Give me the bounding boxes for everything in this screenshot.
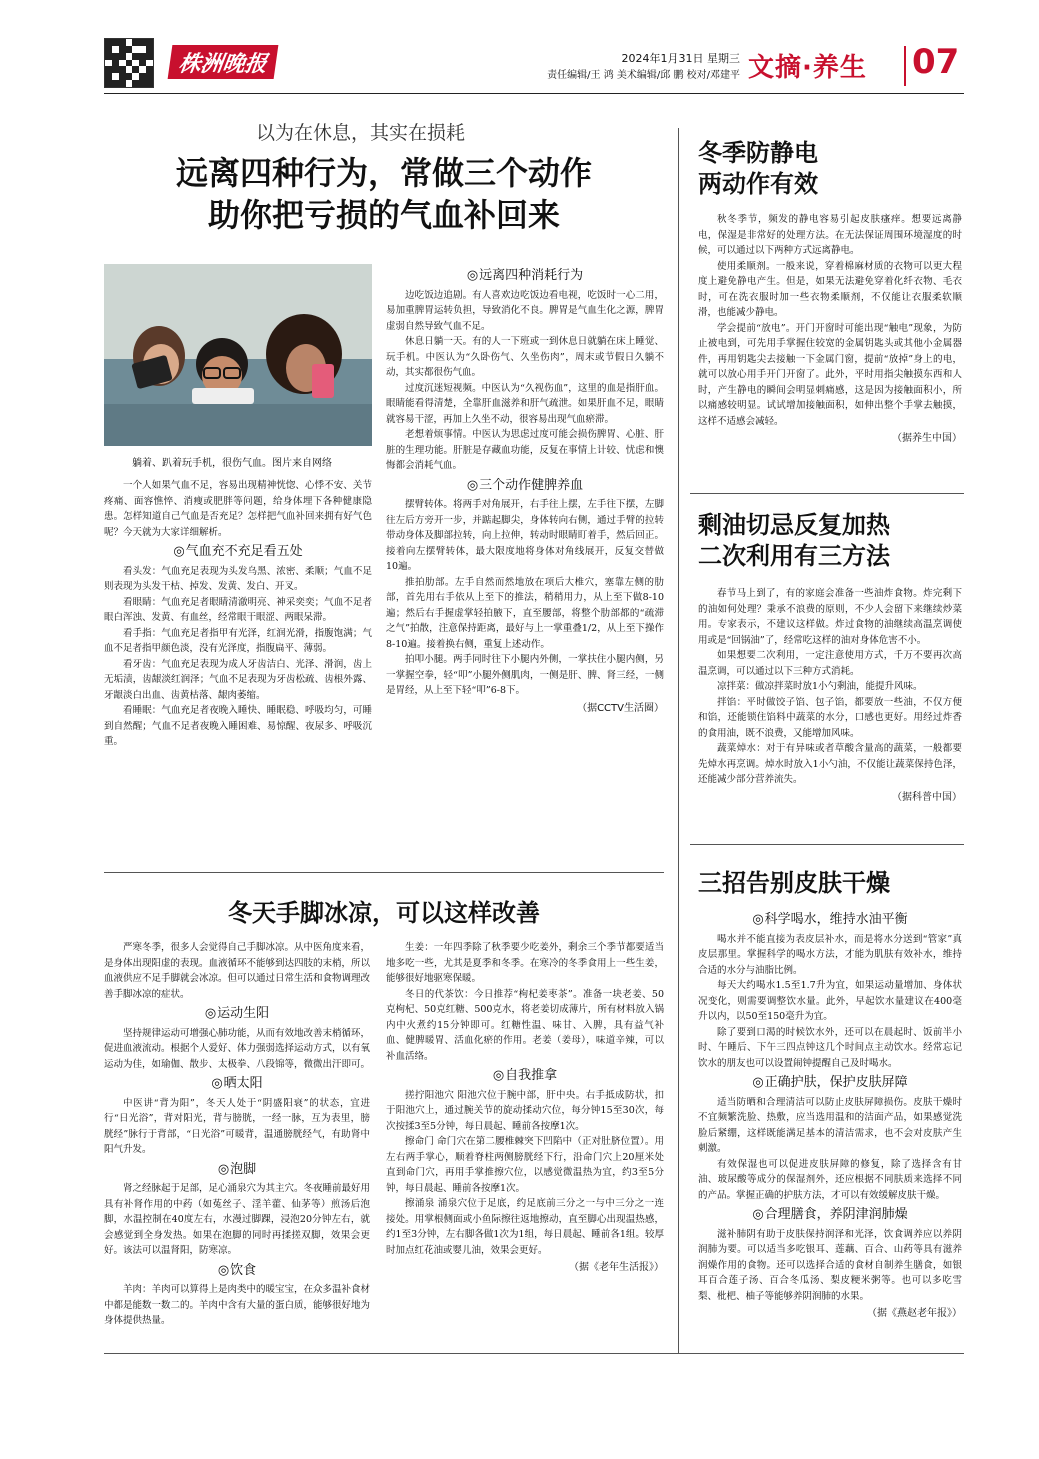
article-source: （据《燕赵老年报》） (867, 1308, 962, 1319)
paragraph: 使用柔顺剂。一般来说，穿着棉麻材质的衣物可以更大程度上避免静电产生。但是，如果无法避免穿着化纤衣物、毛衣时，可在洗衣服时加一些衣物柔顺剂，不仅能让衣服柔软顺滑，也能减少静电。 (698, 260, 962, 318)
newspaper-logo: 株洲晚报 (168, 45, 279, 79)
article-source: （据《老年生活报》） (569, 1262, 664, 1273)
section-heading: ◎ 气血充不充足看五处 (104, 544, 372, 560)
paragraph: 凉拌菜：做凉拌菜时放1小勺剩油，能提升风味。 (717, 681, 923, 692)
main-article-left-column (104, 478, 372, 750)
paragraph: 擦涌泉 涌泉穴位于足底，约足底前三分之一与中三分之一连接处。用掌根侧面或小鱼际擦往返地擦动，直至脚心出现温热感，约1至3分钟，左右脚各做1次为1组，每日晨起、睡前各1组。较厚时加点红花油或婴儿油，效果会更好。 (386, 1198, 664, 1256)
editorial-staff: 责任编辑/王 鸿 美术编辑/邱 鹏 校对/邓建平 (547, 70, 740, 81)
paragraph: 摆臂转体。将两手对角展开，右手往上摆，左手往下摆，左脚往左后方旁开一步，并踮起脚尖，身体转向右侧，通过手臂的拉转带动身体及脚部拉转，向上拉伸，转动时眼睛盯着手，然后回正。接着向左摆臂转体，最大限度地将身体对角线展开，反复交替做10遍。 (386, 499, 664, 572)
article-photo (104, 264, 372, 446)
section-heading: ◎ 远离四种消耗行为 (386, 268, 664, 284)
issue-date: 2024年1月31日 星期三 (621, 52, 740, 65)
main-article-right-column (386, 264, 664, 716)
paragraph: 看眼睛：气血充足者眼睛清澈明亮、神采奕奕；气血不足者眼白浑浊、发黄、有血丝，经常眼干眼涩、两眼呆滞。 (104, 596, 372, 623)
paragraph: 羊肉：羊肉可以算得上是肉类中的暖宝宝，在众多温补食材中都是能数一数二的。羊肉中含有大量的蛋白质，能够很好地为身体提供热量。 (104, 1284, 371, 1326)
main-intro: 一个人如果气血不足，容易出现精神恍惚、心悸不安、关节疼痛、面容憔悴、消瘦或肥胖等问题，给身体埋下各种健康隐患。怎样知道自己气血是否充足？怎样把气血补回来拥有好气色呢？今天就为大家详细解析。 (104, 480, 372, 538)
rule-above-oil-article (690, 493, 964, 494)
section-heading: ◎ 运动生阳 (104, 1006, 370, 1022)
section-name: 文摘·养生 (748, 53, 867, 83)
paragraph: 适当防晒和合理清洁可以防止皮肤屏障损伤。皮肤干燥时不宜频繁洗脸、热敷，应当选用温和的洁面产品，如果感觉洗脸后紧绷，这样既能满足基本的清洁需求，也不会对皮肤产生刺激。 (698, 1096, 962, 1154)
paragraph: 擦命门 命门穴在第二腰椎棘突下凹陷中（正对肚脐位置）。用左右两手掌心，顺着脊柱两侧膀胱经下行，沿命门穴上20厘米处直到命门穴，再用手掌推擦穴位，以感觉微温热为宜，约3至5分钟，每日晨起、睡前各按摩1次。 (386, 1136, 664, 1194)
column-rule-right (678, 128, 679, 1353)
cold-article-right-column (386, 940, 664, 1276)
static-headline: 冬季防静电 两动作有效 (698, 139, 818, 198)
paragraph: 看牙齿：气血充足表现为成人牙齿洁白、光泽、滑润，齿上无垢渍，齿龈淡红润泽；气血不足表现为牙齿松疏、齿根外露、牙龈淡白出血、齿黄枯落、龈肉萎缩。 (104, 658, 372, 701)
section-heading: ◎ 正确护肤，保护皮肤屏障 (698, 1075, 962, 1091)
article-source: （据养生中国） (892, 433, 962, 444)
cold-article-left-column (104, 940, 370, 1329)
paragraph: 过度沉迷短视频。中医认为“久视伤血”，这里的血是指肝血。眼睛能看得清楚，全靠肝血滋养和肝气疏泄。如果肝血不足，眼睛就容易干涩，再加上久坐不动，很容易出现气血瘀滞。 (386, 382, 664, 425)
qr-code (104, 38, 154, 88)
section-heading: ◎ 泡脚 (104, 1162, 370, 1178)
header-divider (904, 46, 906, 86)
paragraph: 拍叩小腿。两手同时往下小腿内外侧，一掌扶住小腿内侧，另一掌握空拳，轻“叩”小腿外侧肌肉，一侧是肝、脾、肾三经，一侧是胃经，从上至下轻“叩”6-8下。 (386, 654, 664, 696)
oil-headline: 剩油切忌反复加热 二次利用有三方法 (698, 511, 890, 570)
paragraph: 搓拧阳池穴 阳池穴位于腕中部，肝中央。右手抵成防状，扣于阳池穴上，通过腕关节的旋动揉动穴位，每分钟15至30次，每次按揉3至5分钟，每日晨起、睡前各按摩1次。 (386, 1089, 664, 1132)
rule-above-skin-article (690, 844, 964, 845)
paragraph: 有效保湿也可以促进皮肤屏障的修复，除了选择含有甘油、玻尿酸等成分的保湿剂外，还应根据不同肤质来选择不同的产品。掌握正确的护肤方法，才可以有效缓解皮肤干燥。 (698, 1158, 962, 1201)
paragraph: 拌馅：平时做饺子馅、包子馅，都要放一些油，不仅方便和馅，还能锁住馅料中蔬菜的水分，口感也更好。用经过炸香的食用油，既不浪费，又能增加风味。 (698, 696, 962, 739)
paragraph: 滋补肺阴有助于皮肤保持润泽和光泽，饮食调养应以养阴润肺为要。可以适当多吃银耳、莲藕、百合、山药等具有滋养润燥作用的食物。还可以选择合适的食材自制养生膳食，如银耳百合莲子汤、百合冬瓜汤、梨皮粳米粥等。也可以多吃雪梨、枇杷、柚子等能够养阴润肺的水果。 (698, 1228, 962, 1302)
paragraph: 边吃饭边追剧。有人喜欢边吃饭边看电视，吃饭时一心二用，易加重脾胃运转负担，导致消化不良。脾胃是气血生化之源，脾胃虚弱自然导致气血不足。 (386, 289, 664, 332)
section-heading: ◎ 自我推拿 (386, 1068, 664, 1084)
main-subhead: 以为在休息，其实在损耗 (256, 122, 466, 144)
cold-headline: 冬天手脚冰凉，可以这样改善 (228, 899, 540, 927)
paragraph: 坚持规律运动可增强心肺功能，从而有效地改善末梢循环，促进血液流动。根据个人爱好、体力强弱选择运动方式，以有氧运动为佳，如瑜伽、散步、太极拳、八段锦等，微微出汗即可。 (104, 1027, 371, 1070)
paragraph: 看手指：气血充足者指甲有光泽，红润光滑，指腹饱满；气血不足者指甲颜色淡，没有光泽度，指腹扁平、薄弱。 (104, 627, 372, 654)
section-heading: ◎ 晒太阳 (104, 1076, 370, 1092)
paragraph: 冬日的代茶饮：今日推荐“枸杞姜枣茶”。准备一块老姜、50克枸杞、50克红糖、500克水，将老姜切成薄片，所有材料放入锅内中火煮约15分钟即可。红糖性温、味甘、入脾，具有益气补血、健脾暖胃、活血化瘀的作用。老姜（姜母），味道辛辣，可以补血活络。 (386, 988, 664, 1062)
skin-headline: 三招告别皮肤干燥 (698, 869, 890, 897)
paragraph: 休息日躺一天。有的人一下班或一到休息日就躺在床上睡觉、玩手机。中医认为“久卧伤气、久坐伤肉”，周末或节假日久躺不动，其实都很伤气血。 (386, 336, 664, 378)
paragraph: 推拍肋部。左手自然而然地放在项后大椎穴，塞靠左侧的肋部，首先用右手依从上至下的推法，稍稍用力，从上至下做8-10遍；然后右手握虚掌轻拍腋下，直至腰部，将整个肋部都的“疏滞之气”拍散，注意保持距离，最好与上一掌重叠1/2，从上至下操作8-10遍。接着换右侧，重复上述动作。 (386, 576, 664, 650)
paragraph: 喝水并不能直接为表皮层补水，而是将水分送到“管家”真皮层那里。掌握科学的喝水方法，才能为肌肤有效补水，维持合适的水分与油脂比例。 (698, 933, 962, 976)
paragraph: 秋冬季节，频发的静电容易引起皮肤瘙痒。想要远离静电，保湿是非常好的处理方法。在无法保证周围环境湿度的时候，可以通过以下两种方式远离静电。 (698, 214, 962, 256)
paragraph: 学会提前“放电”。开门开窗时可能出现“触电”现象，为防止被电到，可先用手掌握住较宽的金属钥匙头或其他小金属器件，再用钥匙尖去接触一下金属门窗，提前“放掉”身上的电，就可以放心用手开门开窗了。此外，平时用指尖触摸东西和人时，产生静电的瞬间会明显刺痛感，这是因为接触面积小，所以痛感较明显。试试增加接触面积，如伸出整个手掌去触摸，这样不适感会减轻。 (698, 322, 962, 427)
paragraph: 老想着烦事情。中医认为思虑过度可能会损伤脾胃、心脏、肝脏的生理功能。肝脏是存藏血功能，反复在事情上计较、忧虑和懊悔都会消耗气血。 (386, 429, 664, 471)
paragraph: 生姜：一年四季除了秋季要少吃姜外，剩余三个季节都要适当地多吃一些，尤其是夏季和冬季。在寒冷的冬季食用上一些生姜，能够很好地驱寒保暖。 (386, 942, 664, 984)
section-heading: ◎ 合理膳食，养阴津润肺燥 (698, 1207, 962, 1223)
paragraph: 中医讲“背为阳”，冬天人处于“阴盛阳衰”的状态，宜进行“日光浴”，背对阳光，背与膀胱，一经一脉，互为表里，膀胱经”脉行于背部，“日光浴”可暖背，温通膀胱经气，有助肾中阳气升发。 (104, 1097, 370, 1155)
rule-above-cold-article (104, 872, 664, 873)
oil-article-body (698, 586, 962, 805)
article-source: （据科普中国） (892, 791, 962, 803)
paragraph: 肾之经脉起于足部，足心涌泉穴为其主穴。冬夜睡前最好用具有补肾作用的中药（如菟丝子、淫羊藿、仙茅等）煎汤后泡脚，水温控制在40度左右，水漫过脚踝，浸泡20分钟左右，就会感觉到全身发热。如果在泡脚的同时再揉搓双脚，效果会更好。该法可以温肾阳，防寒凉。 (104, 1183, 371, 1256)
main-headline: 远离四种行为，常做三个动作 助你把亏损的气血补回来 (175, 154, 592, 234)
photo-caption: 躺着、趴着玩手机，很伤气血。图片来自网络 (132, 458, 332, 469)
article-source: （据CCTV生活圈） (577, 702, 664, 714)
kids-with-phones-illustration (104, 264, 372, 446)
skin-article-body (698, 908, 962, 1322)
section-heading: ◎ 饮食 (104, 1263, 370, 1279)
section-heading: ◎ 科学喝水，维持水油平衡 (698, 912, 962, 928)
paragraph: 春节马上到了，有的家庭会准备一些油炸食物。炸完剩下的油如何处理？秉承不浪费的原则，不少人会留下来继续炒菜用。专家表示，不建议这样做。炸过食物的油继续高温烹调使用或是“回锅油”了，经常吃这样的油对身体危害不小。 (698, 588, 962, 646)
paragraph: 如果想要二次利用，一定注意使用方式，千万不要再次高温烹调，可以通过以下三种方式消耗。 (698, 650, 962, 677)
section-heading: ◎ 三个动作健脾养血 (386, 478, 664, 494)
paragraph: 看睡眠：气血充足者夜晚入睡快、睡眠稳、呼吸均匀，可睡到自然醒；气血不足者夜晚入睡困难、易惊醒、夜尿多、呼吸沉重。 (104, 705, 372, 747)
paragraph: 每天大约喝水1.5至1.7升为宜，如果运动量增加、身体状况变化，则需要调整饮水量。此外，早起饮水量建议在400毫升以内，以50至150毫升为宜。 (698, 980, 962, 1022)
footer-rule (104, 1353, 964, 1354)
page-number: 07 (912, 42, 960, 82)
static-article-body (698, 212, 962, 447)
paragraph: 看头发：气血充足表现为头发乌黑、浓密、柔顺；气血不足则表现为头发干枯、掉发、发黄、发白、开叉。 (104, 565, 372, 592)
paragraph: 除了要到口渴的时候饮水外，还可以在晨起时、饭前半小时、午睡后、下午三四点钟这几个时间点主动饮水。经常忘记饮水的朋友也可以设置闹钟提醒自己及时喝水。 (698, 1026, 962, 1069)
paragraph: 严寒冬季，很多人会觉得自己手脚冰凉。从中医角度来看，是身体出现阳虚的表现。血液循环不能够到达四肢的末梢，所以血液供应不足手脚就会冰凉。但可以通过日常生活和食物调理改善手脚冰凉的症状。 (104, 942, 371, 1000)
paragraph: 蔬菜焯水：对于有异味或者草酸含量高的蔬菜，一般都要先焯水再烹调。焯水时放入1小勺油，不仅能让蔬菜保持色泽，还能减少部分营养流失。 (698, 743, 962, 785)
header-rule (104, 93, 964, 94)
